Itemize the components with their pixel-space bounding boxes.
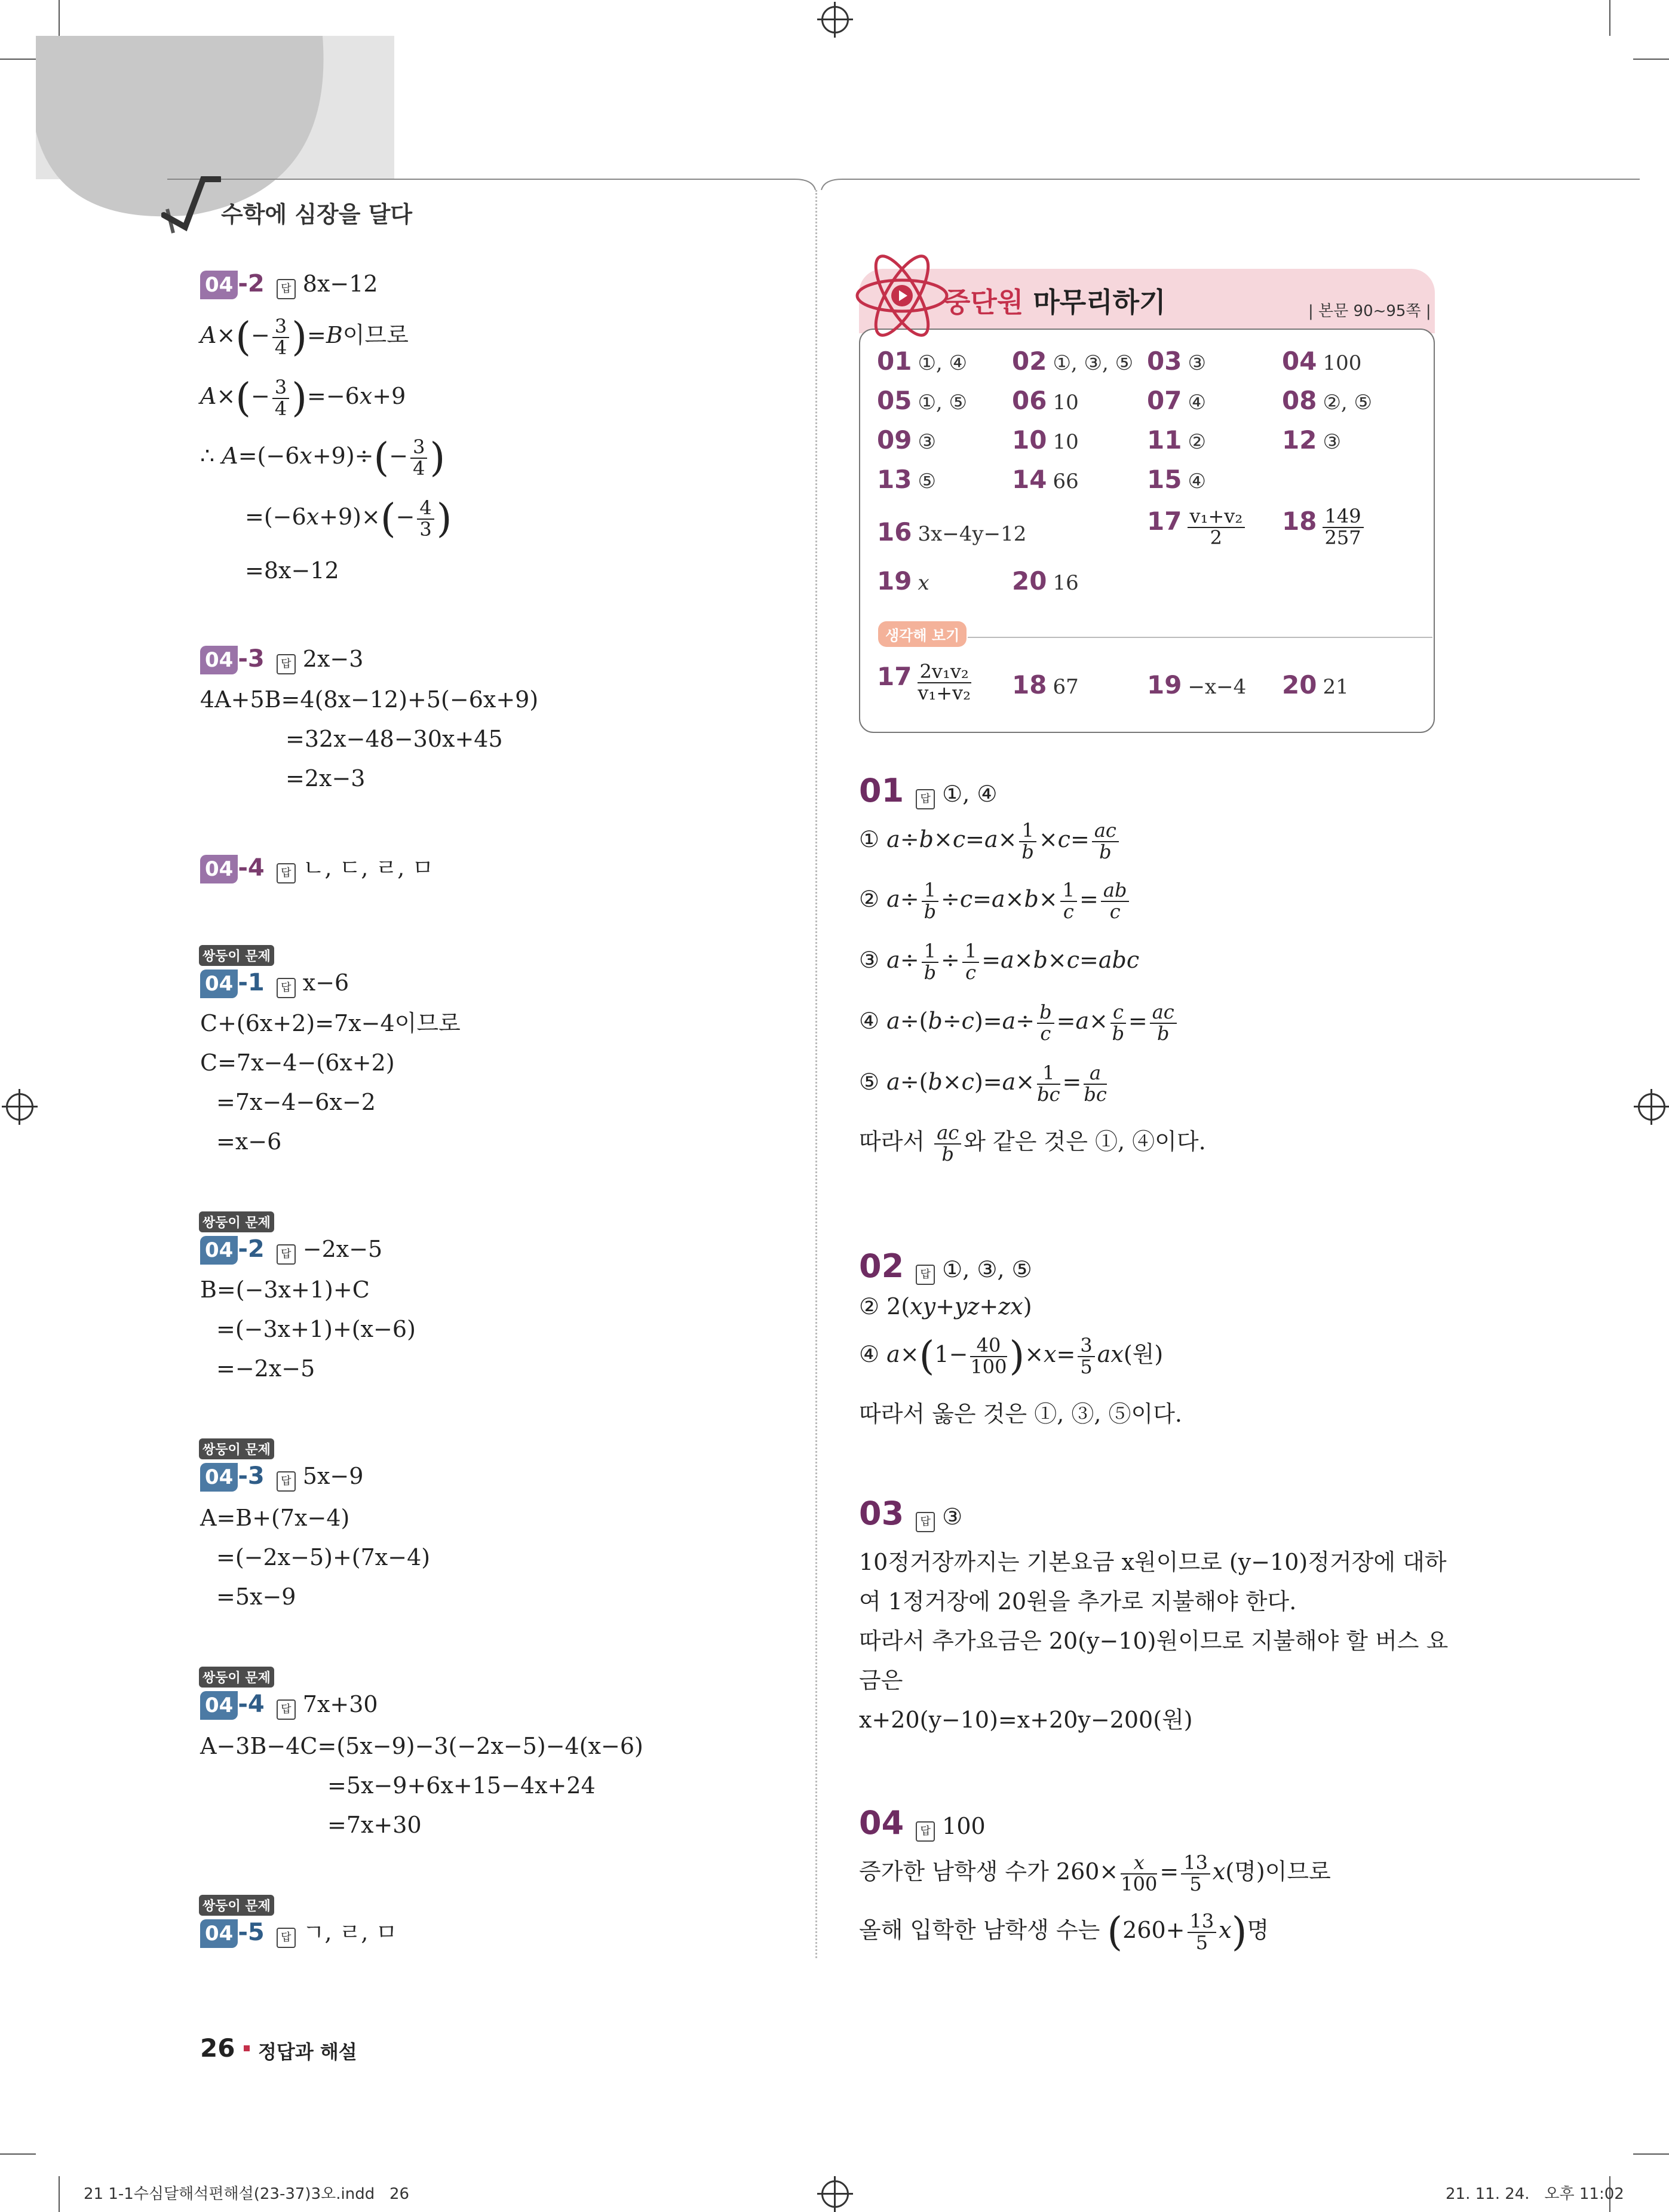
think-row	[877, 662, 1426, 710]
grid-number: 03	[1147, 346, 1182, 376]
solution-line: =7x+30	[327, 1812, 422, 1838]
problem-suffix: -2	[238, 1235, 265, 1263]
grid-value: ③	[1323, 430, 1341, 454]
grid-row	[877, 566, 1426, 602]
twin-problem-tag: 쌍둥이 문제	[199, 945, 274, 966]
solution-line: x+20(y−10)=x+20y−200(원)	[859, 1707, 1193, 1733]
grid-number: 16	[877, 517, 912, 547]
grid-value: 66	[1053, 470, 1079, 493]
solution-line: 올해 입학한 남학생 수는 (260+ $\frac{13}{5}$ x)명	[859, 1909, 1269, 1955]
solution-line: 따라서 추가요금은 20(y−10)원이므로 지불해야 할 버스 요	[859, 1628, 1449, 1654]
solution-line: 따라서 $\frac{ac}{b}$ 와 같은 것은 ①, ④이다.	[859, 1121, 1206, 1165]
think-label: 생각해 보기	[878, 621, 967, 647]
problem-number: 04	[200, 855, 238, 883]
summary-title-bold: 중단원	[944, 286, 1024, 318]
solution-number: 04	[859, 1804, 904, 1842]
problem-suffix: -5	[238, 1919, 265, 1946]
header-rule	[0, 173, 1669, 191]
page-reference: | 본문 90~95쪽 |	[1308, 302, 1431, 320]
fraction-numerator: 2v₁v₂	[918, 662, 971, 683]
crop-mark	[0, 59, 36, 60]
answer-value: ①, ③, ⑤	[942, 1256, 1032, 1283]
solution-line: 여 1정거장에 20원을 추가로 지불해야 한다.	[859, 1588, 1297, 1615]
problem-suffix: -3	[238, 1462, 265, 1490]
solution-line: ① a÷b×c=a× $\frac{1}{b}$ ×c= $\frac{ac}{b}$	[859, 821, 1121, 862]
problem-04-4	[200, 854, 434, 883]
grid-number: 20	[1282, 670, 1317, 700]
footer-file: 21 1-1수심달해석편해설(23-37)3오.indd 26	[84, 2185, 410, 2203]
answer-icon: 답	[916, 1512, 935, 1532]
grid-row	[877, 507, 1426, 566]
grid-number: 04	[1282, 346, 1317, 376]
grid-number: 06	[1012, 386, 1047, 415]
solution-line: ⑤ a÷(b×c)=a× $\frac{1}{bc}$ = $\frac{a}{bc}$	[859, 1061, 1107, 1106]
grid-number: 01	[877, 346, 912, 376]
answer-value: ㄱ, ㄹ, ㅁ	[302, 1919, 398, 1946]
solution-03-head	[859, 1495, 962, 1532]
column-divider	[815, 190, 817, 1958]
summary-title	[944, 281, 1166, 320]
brand-title: 수학에 심장을 달다	[221, 201, 413, 228]
summary-title-rest: 마무리하기	[1033, 286, 1166, 318]
answer-icon: 답	[277, 1244, 296, 1265]
answer-icon: 답	[277, 654, 296, 674]
crop-mark	[59, 2176, 60, 2212]
grid-value: 10	[1053, 430, 1079, 454]
grid-value: ①, ④	[918, 351, 968, 375]
grid-number: 19	[877, 566, 912, 596]
twin-problem-04-1	[200, 969, 349, 998]
crop-mark	[1609, 0, 1610, 36]
grid-row	[877, 346, 1426, 382]
twin-problem-tag: 쌍둥이 문제	[199, 1895, 274, 1916]
solution-line: C+(6x+2)=7x−4이므로	[200, 1010, 461, 1036]
grid-value: x	[918, 571, 929, 595]
solution-line: =2x−3	[286, 765, 366, 791]
answer-value: 7x+30	[302, 1691, 378, 1717]
grid-value: ②	[1188, 430, 1206, 454]
solution-line: ② a÷ $\frac{1}{b}$ ÷c=a×b× $\frac{1}{c}$ = $\frac{ab}{c}$	[859, 880, 1131, 922]
problem-number: 04	[200, 1463, 238, 1492]
twin-problem-tag: 쌍둥이 문제	[199, 1211, 274, 1232]
twin-problem-04-3	[200, 1462, 363, 1492]
problem-suffix: -2	[238, 270, 265, 297]
solution-line: C=7x−4−(6x+2)	[200, 1050, 395, 1076]
fraction-denominator: v₁+v₂	[918, 681, 971, 704]
footer-section: 정답과 해설	[258, 2041, 357, 2063]
grid-value: ④	[1188, 391, 1206, 415]
solution-line: =5x−9+6x+15−4x+24	[327, 1772, 596, 1799]
solution-line: A−3B−4C=(5x−9)−3(−2x−5)−4(x−6)	[200, 1733, 643, 1759]
twin-problem-04-2	[200, 1235, 382, 1265]
solution-line: ③ a÷ $\frac{1}{b}$ ÷ $\frac{1}{c}$ =a×b×c=abc	[859, 940, 1140, 984]
problem-number: 04	[200, 1691, 238, 1720]
solution-line: 4A+5B=4(8x−12)+5(−6x+9)	[200, 686, 539, 713]
answer-icon: 답	[277, 1928, 296, 1948]
problem-number: 04	[200, 1919, 238, 1948]
solution-line: A×(− $\frac{3}{4}$ )=−6x+9	[200, 375, 406, 421]
fraction-numerator: v₁+v₂	[1188, 507, 1245, 528]
answer-value: −2x−5	[302, 1236, 383, 1262]
fraction-denominator: 2	[1210, 526, 1223, 549]
registration-mark-icon	[821, 6, 849, 33]
solution-number: 02	[859, 1247, 904, 1285]
problem-number: 04	[200, 646, 238, 674]
answer-value: 5x−9	[302, 1463, 364, 1489]
solution-line: =5x−9	[216, 1584, 296, 1610]
grid-number: 12	[1282, 425, 1317, 455]
answer-icon: 답	[277, 863, 296, 883]
grid-value: 67	[1053, 675, 1079, 699]
crop-mark	[1633, 2153, 1669, 2155]
answer-value: ③	[942, 1504, 963, 1530]
answer-value: ①, ④	[942, 781, 998, 807]
solution-line: A=B+(7x−4)	[200, 1505, 350, 1531]
grid-value: ④	[1188, 470, 1206, 493]
solution-line: A×(− $\frac{3}{4}$ )=B이므로	[200, 314, 409, 360]
grid-number: 18	[1012, 670, 1047, 700]
problem-number: 04	[200, 1236, 238, 1265]
think-divider	[968, 637, 1432, 638]
grid-value: ①, ⑤	[918, 391, 968, 415]
twin-problem-04-4	[200, 1691, 378, 1720]
grid-value: 21	[1323, 675, 1349, 699]
solution-line: =32x−48−30x+45	[286, 726, 503, 752]
answer-value: 100	[942, 1813, 986, 1839]
answer-icon: 답	[277, 978, 296, 998]
answer-icon: 답	[277, 1699, 296, 1720]
answer-icon: 답	[277, 279, 296, 299]
solution-line: =(−3x+1)+(x−6)	[216, 1316, 416, 1342]
solution-line: =7x−4−6x−2	[216, 1089, 376, 1115]
grid-value: 3x−4y−12	[918, 522, 1027, 546]
answer-value: ㄴ, ㄷ, ㄹ, ㅁ	[302, 855, 434, 881]
problem-04-3	[200, 645, 363, 674]
registration-mark-icon	[1638, 1093, 1665, 1121]
solution-line: 증가한 남학생 수가 260× $\frac{x}{100}$ = $\frac{13}{5}$ x(명)이므로	[859, 1851, 1331, 1895]
grid-number: 19	[1147, 670, 1182, 700]
solution-line: B=(−3x+1)+C	[200, 1277, 370, 1303]
solution-line: ④ a×(1− $\frac{40}{100}$ )×x= $\frac{3}{5}$ ax(원)	[859, 1333, 1164, 1379]
registration-mark-icon	[6, 1093, 33, 1121]
grid-number: 11	[1147, 425, 1182, 455]
grid-row	[877, 465, 1426, 501]
registration-mark-icon	[821, 2180, 849, 2208]
grid-number: 02	[1012, 346, 1047, 376]
grid-number: 20	[1012, 566, 1047, 596]
solution-line: ∴ A=(−6x+9)÷(− $\frac{3}{4}$ )	[200, 434, 446, 481]
answer-value: 8x−12	[302, 271, 378, 297]
footer-bullet	[244, 2045, 250, 2051]
grid-number: 17	[877, 662, 912, 692]
grid-number: 09	[877, 425, 912, 455]
solution-number: 03	[859, 1495, 904, 1532]
grid-value: 100	[1323, 351, 1362, 375]
grid-number: 05	[877, 386, 912, 415]
grid-row	[877, 386, 1426, 422]
crop-mark	[59, 0, 60, 36]
twin-problem-tag: 쌍둥이 문제	[199, 1438, 274, 1459]
solution-line: 10정거장까지는 기본요금 x원이므로 (y−10)정거장에 대하	[859, 1549, 1447, 1575]
answer-icon: 답	[916, 1265, 935, 1285]
grid-value: ⑤	[918, 470, 936, 493]
grid-number: 14	[1012, 465, 1047, 494]
problem-04-2	[200, 270, 378, 299]
problem-suffix: -4	[238, 854, 265, 882]
solution-line: =(−6x+9)×(− $\frac{4}{3}$ )	[245, 495, 452, 542]
solution-line: 따라서 옳은 것은 ①, ③, ⑤이다.	[859, 1401, 1183, 1427]
sqrt-logo-icon	[161, 173, 221, 239]
grid-number: 13	[877, 465, 912, 494]
solution-line: 금은	[859, 1667, 903, 1693]
footer-date: 21. 11. 24. 오후 11:02	[1446, 2185, 1624, 2203]
grid-value: −x−4	[1188, 675, 1247, 699]
fraction-denominator: 257	[1324, 526, 1361, 549]
answer-value: x−6	[302, 970, 349, 996]
answer-icon: 답	[916, 1821, 935, 1842]
grid-value: ③	[918, 430, 936, 454]
grid-value: ③	[1188, 351, 1206, 375]
answer-icon: 답	[277, 1471, 296, 1492]
solution-line: ④ a÷(b÷c)=a÷ $\frac{b}{c}$ =a× $\frac{c}{b}$ = $\frac{ac}{b}$	[859, 1002, 1179, 1044]
grid-number: 15	[1147, 465, 1182, 494]
solution-line: =(−2x−5)+(7x−4)	[216, 1544, 431, 1570]
crop-mark	[1633, 59, 1669, 60]
grid-number: 08	[1282, 386, 1317, 415]
solution-02-head	[859, 1247, 1032, 1285]
fraction-numerator: 149	[1323, 507, 1364, 528]
problem-suffix: -3	[238, 645, 265, 673]
solution-04-head	[859, 1804, 986, 1842]
solution-number: 01	[859, 772, 904, 809]
problem-number: 04	[200, 970, 238, 998]
solution-line: ② 2(xy+yz+zx)	[859, 1293, 1032, 1320]
grid-number: 17	[1147, 507, 1182, 536]
grid-number: 18	[1282, 507, 1317, 536]
grid-number: 07	[1147, 386, 1182, 415]
solution-line: =8x−12	[245, 557, 339, 584]
answer-icon: 답	[916, 789, 935, 809]
twin-problem-tag: 쌍둥이 문제	[199, 1667, 274, 1688]
grid-value: ②, ⑤	[1323, 391, 1373, 415]
grid-number: 10	[1012, 425, 1047, 455]
grid-row	[877, 425, 1426, 461]
solution-line: =−2x−5	[216, 1355, 315, 1382]
crop-mark	[0, 2153, 36, 2155]
atom-icon	[851, 251, 953, 340]
problem-suffix: -1	[238, 969, 265, 996]
problem-number: 04	[200, 271, 238, 299]
page-number: 26	[200, 2033, 235, 2063]
grid-value: 16	[1053, 571, 1079, 595]
grid-value: 10	[1053, 391, 1079, 415]
twin-problem-04-5	[200, 1919, 397, 1948]
answer-value: 2x−3	[302, 646, 364, 672]
solution-01-head	[859, 772, 997, 809]
solution-line: =x−6	[216, 1128, 282, 1155]
grid-value: ①, ③, ⑤	[1053, 351, 1134, 375]
problem-suffix: -4	[238, 1691, 265, 1718]
